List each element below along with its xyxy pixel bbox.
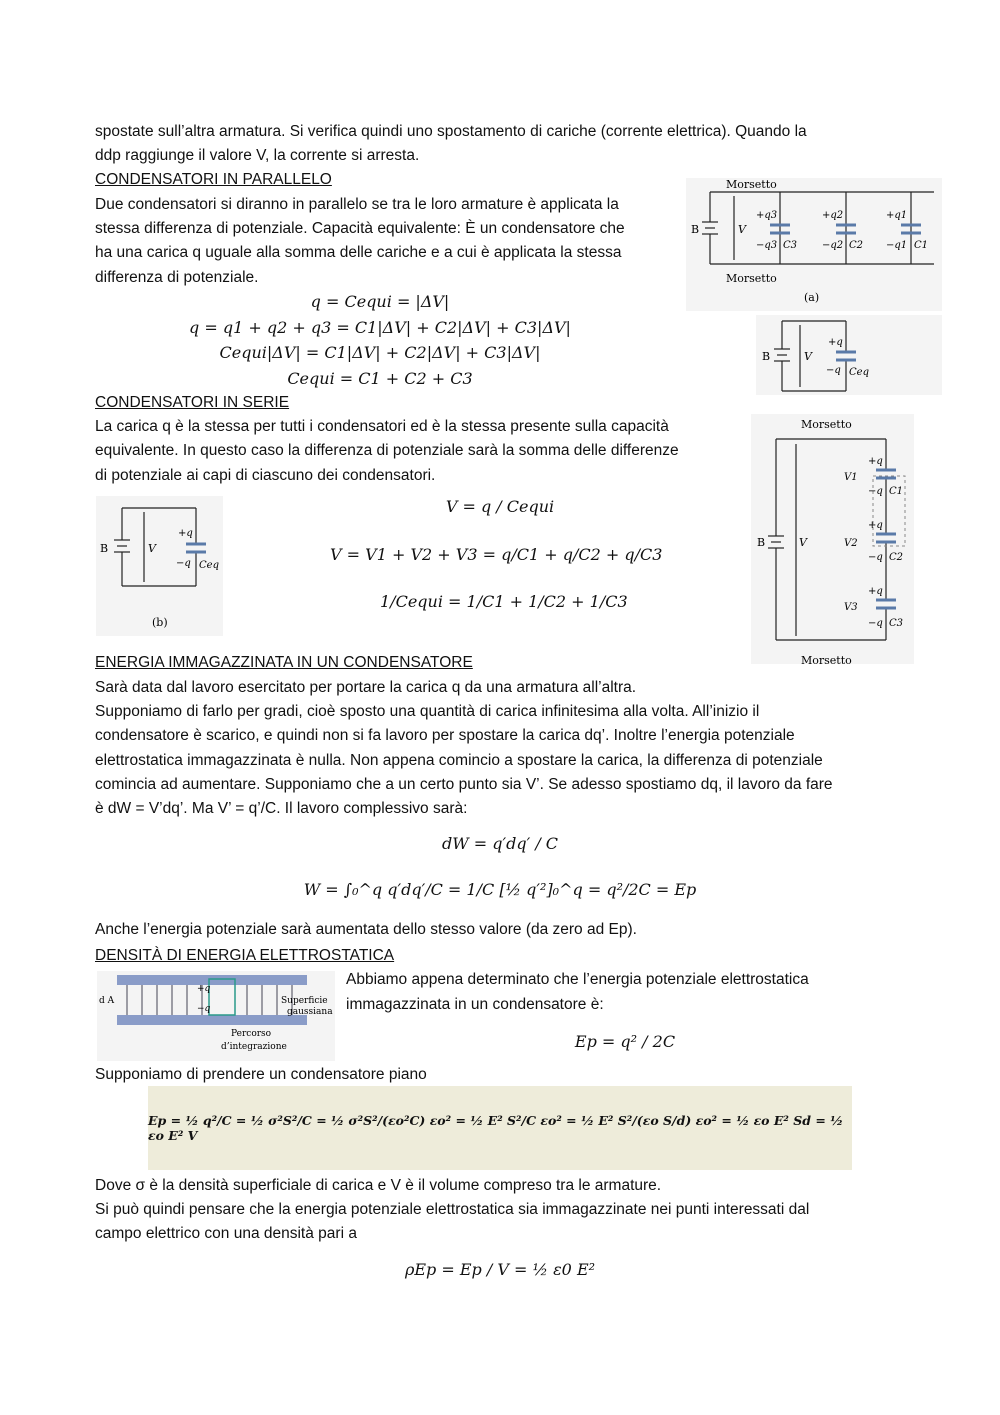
series-heading: CONDENSATORI IN SERIE	[95, 394, 290, 411]
svg-text:−q3: −q3	[756, 240, 778, 251]
svg-text:+q1: +q1	[886, 210, 908, 221]
svg-text:+q: +q	[178, 528, 193, 539]
svg-text:V: V	[148, 542, 156, 555]
energy-derivation-text: Ep = ½ q²/C = ½ σ²S²/C = ½ σ²S²/(εo²C) εo² = ½ E² S²/C εo² = ½ E² S²/(εo S/d) εo² = ½ εo E² Sd = ½ εo E² V	[148, 1113, 844, 1143]
svg-text:C1: C1	[889, 486, 904, 497]
energy-eq-1: dW = q′dq′ / C	[441, 834, 559, 853]
parallel-line-3: ha una carica q uguale alla somma delle cariche e a cui è applicata la stessa	[95, 244, 622, 261]
parallel-eq-1: q = Cequi = |ΔV|	[310, 292, 450, 311]
svg-text:−q: −q	[826, 365, 841, 376]
svg-text:−q: −q	[197, 1004, 211, 1014]
svg-text:V3: V3	[844, 602, 858, 613]
energy-heading: ENERGIA IMMAGAZZINATA IN UN CONDENSATORE	[95, 654, 473, 671]
svg-text:C1: C1	[914, 240, 929, 251]
density-plane: Supponiamo di prendere un condensatore piano	[95, 1066, 427, 1083]
svg-text:C3: C3	[783, 240, 798, 251]
series-equivalent-figure	[96, 496, 223, 636]
density-ep-eq: Ep = q² / 2C	[574, 1032, 676, 1051]
series-line-1: La carica q è la stessa per tutti i condensatori ed è la stessa presente sulla capacità	[95, 418, 669, 435]
fig-a-v: V	[738, 223, 746, 236]
fig-a-battery: B	[691, 223, 700, 236]
series-circuit-figure	[751, 414, 914, 664]
svg-text:gaussiana: gaussiana	[287, 1007, 333, 1017]
svg-text:d’integrazione: d’integrazione	[221, 1042, 287, 1052]
energy-after: Anche l’energia potenziale sarà aumentata dello stesso valore (da zero ad Ep).	[95, 921, 637, 938]
svg-text:+q: +q	[197, 984, 211, 994]
fig-a-caption: (a)	[804, 291, 820, 304]
density-after-1: Dove σ è la densità superficiale di carica e V è il volume compreso tra le armature.	[95, 1177, 662, 1194]
series-eq-3: 1/Cequi = 1/C1 + 1/C2 + 1/C3	[380, 592, 628, 611]
density-after-3: campo elettrico con una densità pari a	[95, 1225, 357, 1242]
parallel-eq-3: Cequi|ΔV| = C1|ΔV| + C2|ΔV| + C3|ΔV|	[219, 343, 541, 362]
svg-text:d A: d A	[99, 996, 115, 1006]
density-heading: DENSITÀ DI ENERGIA ELETTROSTATICA	[95, 947, 395, 964]
energy-line-6: è dW = V’dq’. Ma V’ = q’/C. Il lavoro complessivo sarà:	[95, 800, 468, 817]
svg-text:Superficie: Superficie	[281, 996, 328, 1006]
parallel-eq-2: q = q1 + q2 + q3 = C1|ΔV| + C2|ΔV| + C3|ΔV|	[189, 318, 571, 337]
parallel-eq-4: Cequi = C1 + C2 + C3	[287, 369, 473, 388]
energy-line-3: condensatore è scarico, e quindi non si fa lavoro per spostare la carica dq’. Inoltre l’energia potenziale	[95, 727, 795, 744]
fig-a-top-label: Morsetto	[726, 178, 777, 191]
density-line-2: immagazzinata in un condensatore è:	[346, 996, 604, 1013]
svg-text:C2: C2	[889, 552, 904, 563]
svg-text:+q2: +q2	[822, 210, 844, 221]
parallel-line-2: stessa differenza di potenziale. Capacità equivalente: È un condensatore che	[95, 220, 625, 237]
parallel-line-1: Due condensatori si diranno in parallelo se tra le loro armature è applicata la	[95, 196, 619, 213]
svg-text:−q2: −q2	[822, 240, 844, 251]
svg-text:+q3: +q3	[756, 210, 778, 221]
energy-eq-2: W = ∫₀^q q′dq′/C = 1/C [½ q′²]₀^q = q²/2C = Ep	[303, 880, 697, 899]
parallel-equivalent-figure	[756, 315, 942, 395]
energy-line-5: comincia ad aumentare. Supponiamo che a un certo punto sia V’. Se adesso spostiamo dq, il lavoro da fare	[95, 776, 833, 793]
density-after-2: Si può quindi pensare che la energia potenziale elettrostatica sia immagazzinate nei punti interessati dal	[95, 1201, 810, 1218]
svg-text:C3: C3	[889, 618, 904, 629]
parallel-line-4: differenza di potenziale.	[95, 269, 259, 286]
svg-text:Ceq: Ceq	[199, 560, 219, 571]
intro-line-2: ddp raggiunge il valore V, la corrente si arresta.	[95, 147, 420, 164]
svg-text:+q: +q	[828, 337, 843, 348]
parallel-heading: CONDENSATORI IN PARALLELO	[95, 171, 332, 188]
svg-text:Percorso: Percorso	[231, 1029, 272, 1039]
energy-line-1: Sarà data dal lavoro esercitato per portare la carica q da una armatura all’altra.	[95, 679, 637, 696]
series-line-3: di potenziale ai capi di ciascuno dei condensatori.	[95, 467, 436, 484]
svg-text:B: B	[757, 536, 766, 549]
gauss-surface-figure	[97, 971, 335, 1061]
svg-text:Morsetto: Morsetto	[801, 654, 852, 664]
svg-text:C2: C2	[849, 240, 864, 251]
density-line-1: Abbiamo appena determinato che l’energia potenziale elettrostatica	[346, 971, 809, 988]
series-eq-1: V = q / Cequi	[445, 497, 555, 516]
svg-text:+q: +q	[868, 456, 883, 467]
svg-text:V1: V1	[844, 472, 858, 483]
fig-a-bottom-label: Morsetto	[726, 272, 777, 285]
density-final-eq: ρEp = Ep / V = ½ ε0 E²	[404, 1260, 596, 1279]
intro-line-1: spostate sull’altra armatura. Si verifica quindi uno spostamento di cariche (corrente elettrica). Quando la	[95, 123, 807, 140]
svg-text:(b): (b)	[152, 616, 168, 629]
svg-text:−q: −q	[868, 618, 883, 629]
svg-text:V: V	[804, 350, 812, 363]
svg-text:−q: −q	[868, 486, 883, 497]
svg-text:Ceq: Ceq	[849, 367, 869, 378]
energy-line-4: elettrostatica immagazzinata è nulla. Non appena comincio a spostare la carica, la differenza di potenziale	[95, 752, 823, 769]
energy-derivation-band	[148, 1086, 852, 1170]
svg-text:−q: −q	[176, 558, 191, 569]
series-eq-2: V = V1 + V2 + V3 = q/C1 + q/C2 + q/C3	[330, 545, 663, 564]
svg-text:V2: V2	[844, 538, 858, 549]
energy-line-2: Supponiamo di farlo per gradi, cioè sposto una quantità di carica infinitesima alla volta. All’inizio il	[95, 703, 760, 720]
svg-text:+q: +q	[868, 520, 883, 531]
svg-text:V: V	[799, 536, 807, 549]
svg-text:B: B	[100, 542, 109, 555]
svg-text:+q: +q	[868, 586, 883, 597]
svg-text:−q: −q	[868, 552, 883, 563]
parallel-circuit-figure	[686, 178, 942, 311]
series-line-2: equivalente. In questo caso la differenza di potenziale sarà la somma delle differenze	[95, 442, 679, 459]
svg-text:−q1: −q1	[886, 240, 908, 251]
svg-text:B: B	[762, 350, 771, 363]
svg-text:Morsetto: Morsetto	[801, 418, 852, 431]
